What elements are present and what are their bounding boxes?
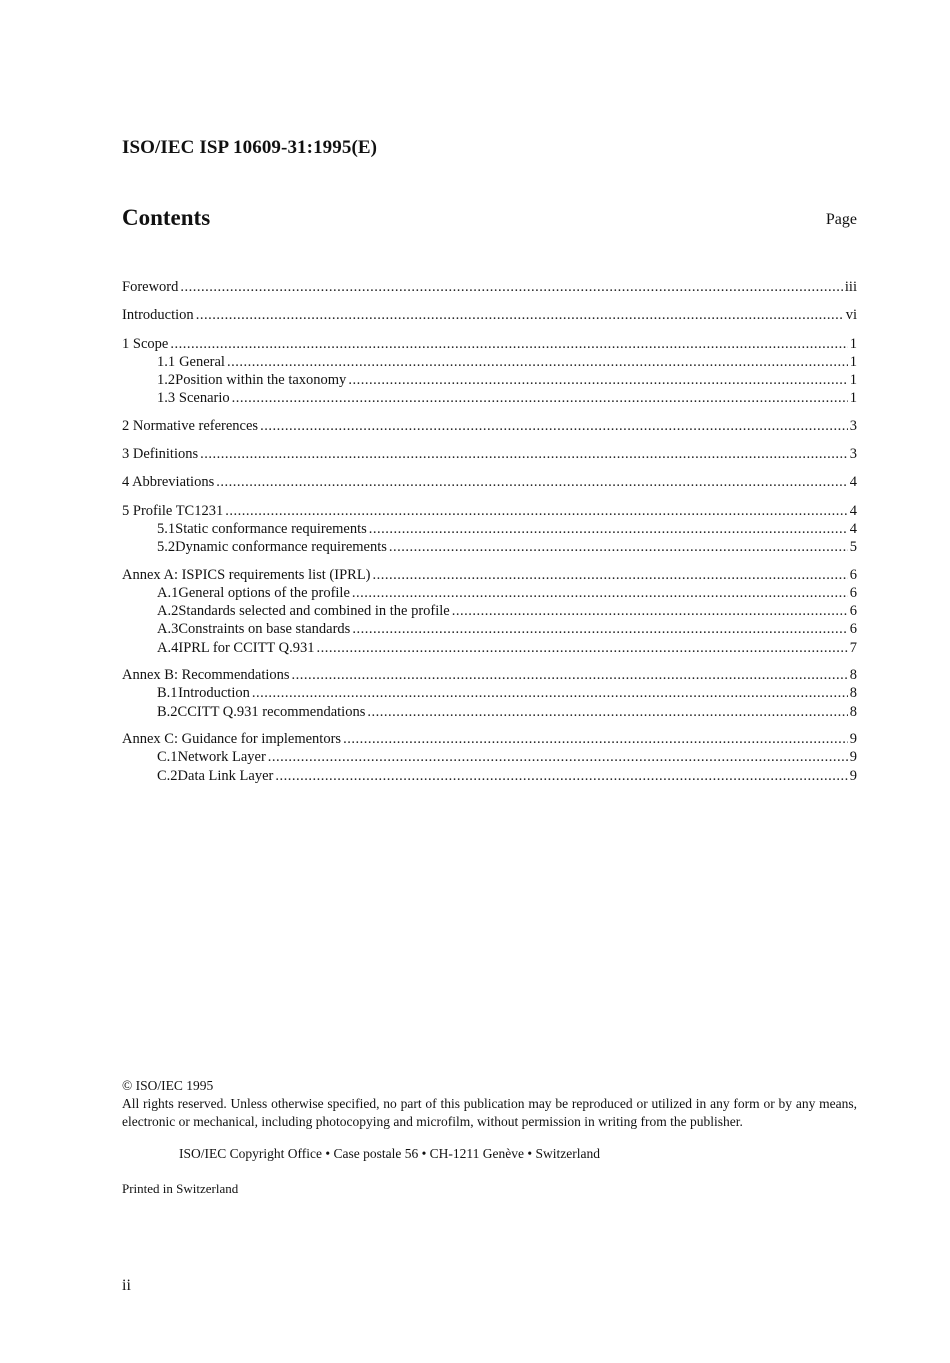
dot-leader (292, 666, 848, 684)
toc-group (122, 278, 857, 296)
toc-entry-page: 6 (849, 566, 857, 583)
dot-leader (348, 371, 847, 389)
toc-entry-page: 8 (849, 685, 857, 702)
toc-entry-title: 1 Scope (122, 335, 169, 352)
toc-entry-number: A.2 (157, 603, 179, 620)
toc-entry-title: CCITT Q.931 recommendations (177, 703, 366, 720)
toc-entry-title: Data Link Layer (177, 767, 274, 784)
toc-entry-page: 9 (849, 730, 857, 747)
toc-entry[interactable] (122, 278, 857, 296)
toc-entry[interactable] (122, 445, 857, 463)
toc-entry[interactable] (122, 730, 857, 748)
toc-entry-page: 6 (849, 603, 857, 620)
dot-leader (227, 353, 848, 371)
dot-leader (352, 620, 847, 638)
dot-leader (170, 335, 847, 353)
toc-entry-title: Position within the taxonomy (175, 372, 347, 389)
toc-entry-page: iii (844, 279, 857, 295)
rights-statement: All rights reserved. Unless otherwise specified, no part of this publication may be reproduced or utilized in any form or by any means, electronic or mechanical, including photocopying and microfilm, without permission in writing from the publisher. (122, 1096, 857, 1129)
toc-entry-title: 2 Normative references (122, 417, 259, 434)
toc-entry-page: 7 (849, 639, 857, 656)
toc-entry-number: A.4 (157, 639, 179, 656)
dot-leader (343, 730, 848, 748)
toc-entry-page: 1 (849, 335, 857, 352)
toc-entry-number: 1.3 (157, 390, 176, 407)
toc-subentry[interactable] (122, 620, 857, 638)
toc-entry-number: 5.2 (157, 539, 176, 556)
toc-entry-page: 4 (849, 474, 857, 491)
toc-entry-title: 3 Definitions (122, 446, 199, 463)
toc-entry-page: 9 (849, 749, 857, 766)
dot-leader (225, 502, 848, 520)
toc-group (122, 445, 857, 463)
toc-entry-title: Introduction (122, 307, 194, 324)
toc-subentry[interactable] (122, 371, 857, 389)
printed-location: Printed in Switzerland (122, 1181, 239, 1196)
toc-entry-number: A.3 (157, 621, 179, 638)
toc-entry-title: Annex B: Recommendations (122, 667, 290, 684)
toc-entry-number: C.1 (157, 749, 178, 766)
toc-subentry[interactable] (122, 538, 857, 556)
toc-group (122, 502, 857, 557)
toc-group (122, 566, 857, 657)
toc-entry-number: 5.1 (157, 520, 176, 537)
dot-leader (232, 389, 848, 407)
toc-entry-page: 8 (849, 703, 857, 720)
dot-leader (196, 306, 844, 324)
page-number: ii (122, 1277, 131, 1294)
toc-entry-number: B.1 (157, 685, 178, 702)
toc-entry-page: 3 (849, 446, 857, 463)
toc-subentry[interactable] (122, 767, 857, 785)
toc-entry-page: 5 (849, 539, 857, 556)
dot-leader (216, 473, 848, 491)
page-column-label: Page (825, 211, 857, 228)
toc-entry-page: 8 (849, 667, 857, 684)
toc-entry-title: Network Layer (177, 749, 266, 766)
contents-heading: Contents (122, 205, 211, 230)
toc-entry-title: General options of the profile (178, 584, 350, 601)
dot-leader (317, 639, 848, 657)
dot-leader (369, 520, 848, 538)
toc-entry-title: 5 Profile TC1231 (122, 502, 224, 519)
dot-leader (367, 703, 847, 721)
toc-entry-number: 1.2 (157, 372, 176, 389)
toc-entry[interactable] (122, 473, 857, 491)
toc-entry-title: Static conformance requirements (175, 520, 367, 537)
dot-leader (389, 538, 848, 556)
dot-leader (200, 445, 848, 463)
toc-group (122, 666, 857, 721)
toc-entry-page: vi (845, 307, 857, 324)
toc-entry-title: IPRL for CCITT Q.931 (178, 639, 315, 656)
toc-group (122, 473, 857, 491)
toc-entry-number: C.2 (157, 767, 178, 784)
toc-entry[interactable] (122, 306, 857, 324)
toc-entry-page: 6 (849, 621, 857, 638)
toc-subentry[interactable] (122, 353, 857, 371)
table-of-contents (122, 278, 857, 794)
toc-entry-page: 1 (849, 372, 857, 389)
toc-group (122, 335, 857, 408)
dot-leader (373, 566, 848, 584)
dot-leader (352, 584, 848, 602)
toc-group (122, 417, 857, 435)
toc-subentry[interactable] (122, 520, 857, 538)
toc-subentry[interactable] (122, 748, 857, 766)
toc-subentry[interactable] (122, 684, 857, 702)
toc-entry-title: Scenario (178, 390, 230, 407)
toc-subentry[interactable] (122, 602, 857, 620)
copyright-office-address: ISO/IEC Copyright Office • Case postale 56 • CH-1211 Genève • Switzerland (179, 1146, 600, 1161)
toc-group (122, 730, 857, 785)
toc-entry[interactable] (122, 417, 857, 435)
toc-entry-title: Standards selected and combined in the profile (178, 603, 450, 620)
toc-entry-page: 6 (849, 584, 857, 601)
toc-entry-title: General (179, 353, 225, 370)
toc-entry-page: 4 (849, 502, 857, 519)
toc-subentry[interactable] (122, 584, 857, 602)
toc-entry[interactable] (122, 566, 857, 584)
toc-entry-title: Annex C: Guidance for implementors (122, 730, 342, 747)
dot-leader (252, 684, 848, 702)
toc-subentry[interactable] (122, 703, 857, 721)
toc-entry[interactable] (122, 335, 857, 353)
dot-leader (268, 748, 848, 766)
toc-group (122, 306, 857, 324)
toc-entry-title: Introduction (178, 685, 250, 702)
toc-entry-title: Dynamic conformance requirements (175, 539, 387, 556)
toc-entry-page: 3 (849, 417, 857, 434)
document-id: ISO/IEC ISP 10609-31:1995(E) (122, 137, 378, 158)
copyright-notice: © ISO/IEC 1995 (122, 1078, 214, 1093)
toc-entry-number: B.2 (157, 703, 178, 720)
toc-entry-title: Annex A: ISPICS requirements list (IPRL) (122, 566, 371, 583)
toc-entry-page: 9 (849, 767, 857, 784)
toc-entry-number: A.1 (157, 584, 179, 601)
dot-leader (452, 602, 848, 620)
toc-entry-title: Foreword (122, 279, 179, 295)
toc-entry-page: 1 (849, 353, 857, 370)
toc-entry-title: 4 Abbreviations (122, 474, 215, 491)
toc-entry[interactable] (122, 502, 857, 520)
toc-entry[interactable] (122, 666, 857, 684)
toc-entry-title: Constraints on base standards (178, 621, 351, 638)
toc-subentry[interactable] (122, 639, 857, 657)
toc-entry-number: 1.1 (157, 353, 176, 370)
toc-subentry[interactable] (122, 389, 857, 407)
dot-leader (260, 417, 848, 435)
copyright-block (122, 1077, 857, 1198)
dot-leader (180, 278, 843, 296)
toc-entry-page: 1 (849, 390, 857, 407)
toc-entry-page: 4 (849, 520, 857, 537)
dot-leader (275, 767, 847, 785)
